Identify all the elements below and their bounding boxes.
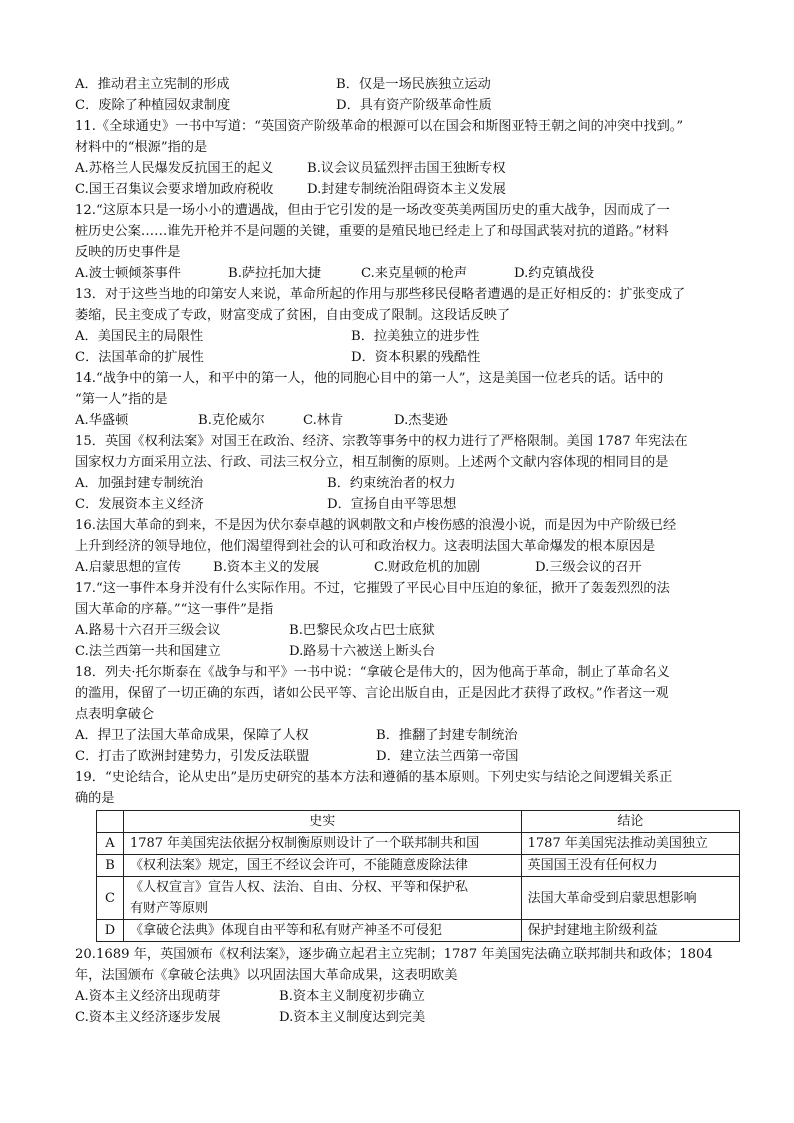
q15-option-c[interactable]: C．发展资本主义经济 <box>75 497 204 512</box>
q17-option-c[interactable]: C.法兰西第一共和国建立 <box>75 644 221 659</box>
q12-stem-line-1: 12.“这原本只是一场小小的遭遇战，但由于它引发的是一场改变英美两国历史的重大战争，因而成了一 <box>75 203 670 218</box>
table-header-row <box>97 811 740 833</box>
q13-options-row-2 <box>75 347 740 368</box>
q12-option-c[interactable]: C.来克星顿的枪声 <box>361 266 468 281</box>
q12-option-d[interactable]: D.约克镇战役 <box>514 266 595 281</box>
q17-stem-line-2: 国大革命的序幕。”“这一事件”是指 <box>75 602 274 617</box>
q18-option-c[interactable]: C．打击了欧洲封建势力，引发反法联盟 <box>75 749 310 764</box>
table-header-conclusion: 结论 <box>521 811 739 833</box>
q18-options-row-1 <box>75 725 740 746</box>
q10-option-a[interactable]: A．推动君主立宪制的形成 <box>75 77 230 92</box>
q17-option-a[interactable]: A.路易十六召开三级会议 <box>75 623 221 638</box>
q13-option-c[interactable]: C．法国革命的扩展性 <box>75 350 204 365</box>
q13-stem-line-1: 13．对于这些当地的印第安人来说，革命所起的作用与那些移民侵略者遭遇的是正好相反的：扩张变成了 <box>75 287 686 302</box>
q14-stem-line-2: “第一人”指的是 <box>75 392 168 407</box>
q13-option-a[interactable]: A．美国民主的局限性 <box>75 329 204 344</box>
q15-option-b[interactable]: B．约束统治者的权力 <box>327 476 456 491</box>
q11-stem-line-2: 材料中的“根源”指的是 <box>75 140 208 155</box>
q16-option-b[interactable]: B.资本主义的发展 <box>213 560 320 575</box>
table-row <box>97 855 740 877</box>
table-cell-fact-line-1: 《人权宣言》宣告人权、法治、自由、分权、平等和保护私 <box>129 880 468 895</box>
table-row-key[interactable]: B <box>97 855 124 877</box>
q10-options-row-1 <box>75 74 740 95</box>
q20-option-c[interactable]: C.资本主义经济逐步发展 <box>75 1010 221 1025</box>
q15-options-row-1 <box>75 473 740 494</box>
q19-stem-line-1: 19．“史论结合，论从史出”是历史研究的基本方法和遵循的基本原则。下列史实与结论之间逻辑关系正 <box>75 770 673 785</box>
table-cell-fact <box>123 877 521 920</box>
q20-options-row-1 <box>75 986 740 1007</box>
q13-option-d[interactable]: D．资本积累的残酷性 <box>351 350 481 365</box>
q12-stem-line-2: 桩历史公案……谁先开枪并不是问题的关键，重要的是殖民地已经走上了和母国武装对抗的道路。”材料 <box>75 224 669 239</box>
q17-option-b[interactable]: B.巴黎民众攻占巴士底狱 <box>289 623 435 638</box>
q12-option-a[interactable]: A.波士顿倾茶事件 <box>75 266 182 281</box>
table-row <box>97 920 740 942</box>
table-header-fact: 史实 <box>123 811 521 833</box>
q18-option-a[interactable]: A．捍卫了法国大革命成果，保障了人权 <box>75 728 309 743</box>
q15-option-a[interactable]: A．加强封建专制统治 <box>75 476 204 491</box>
table-cell-conclusion: 法国大革命受到启蒙思想影响 <box>521 877 739 920</box>
q18-option-b[interactable]: B．推翻了封建专制统治 <box>376 728 518 743</box>
exam-page <box>75 74 740 1028</box>
table-row <box>97 877 740 920</box>
q18-stem-line-1: 18．列夫·托尔斯泰在《战争与和平》一书中说：“拿破仑是伟大的，因为他高于革命，制止了革命名义 <box>75 665 670 680</box>
q20-option-a[interactable]: A.资本主义经济出现萌芽 <box>75 989 221 1004</box>
q18-stem-line-2: 的滥用，保留了一切正确的东西，诸如公民平等、言论出版自由，正是因此才获得了政权。”作者这一观 <box>75 686 669 701</box>
q15-option-d[interactable]: D．宣扬自由平等思想 <box>327 497 457 512</box>
q11-option-a[interactable]: A.苏格兰人民爆发反抗国王的起义 <box>75 161 274 176</box>
q15-options-row-2 <box>75 494 740 515</box>
q20-option-b[interactable]: B.资本主义制度初步确立 <box>279 989 425 1004</box>
table-cell-conclusion: 英国国王没有任何权力 <box>521 855 739 877</box>
q11-option-d[interactable]: D.封建专制统治阻碍资本主义发展 <box>307 182 506 197</box>
q10-option-c[interactable]: C．废除了种植园奴隶制度 <box>75 98 231 113</box>
table-cell-fact-line-2: 有财产等原则 <box>129 901 208 916</box>
q20-stem-line-2: 年，法国颁布《拿破仑法典》以巩固法国大革命成果，这表明欧美 <box>75 968 458 983</box>
table-cell-conclusion: 1787 年美国宪法推动美国独立 <box>521 833 739 855</box>
q12-option-b[interactable]: B.萨拉托加大捷 <box>228 266 322 281</box>
table-row-key[interactable]: D <box>97 920 124 942</box>
table-row-key[interactable]: A <box>97 833 124 855</box>
q14-option-b[interactable]: B.克伦威尔 <box>198 413 265 428</box>
q12-stem-line-3: 反映的历史事件是 <box>75 245 181 260</box>
q16-option-d[interactable]: D.三级会议的召开 <box>535 560 642 575</box>
q18-options-row-2 <box>75 746 740 767</box>
q13-options-row-1 <box>75 326 740 347</box>
table-cell-fact: 《拿破仑法典》体现自由平等和私有财产神圣不可侵犯 <box>123 920 521 942</box>
q10-option-d[interactable]: D．具有资产阶级革命性质 <box>336 98 492 113</box>
q14-stem-line-1: 14.“战争中的第一人，和平中的第一人，他的同胞心目中的第一人”，这是美国一位老兵的话。话中的 <box>75 371 664 386</box>
q19-stem-line-2: 确的是 <box>75 791 115 806</box>
q20-stem-line-1: 20.1689 年，英国颁布《权利法案》，逐步确立起君主立宪制；1787 年美国宪法确立联邦制共和政体；1804 <box>75 947 713 962</box>
q17-option-d[interactable]: D.路易十六被送上断头台 <box>289 644 436 659</box>
q11-options-row-2 <box>75 179 740 200</box>
q16-option-c[interactable]: C.财政危机的加剧 <box>374 560 481 575</box>
table-row <box>97 833 740 855</box>
q10-options-row-2 <box>75 95 740 116</box>
q20-option-d[interactable]: D.资本主义制度达到完美 <box>279 1010 426 1025</box>
q14-option-d[interactable]: D.杰斐逊 <box>394 413 448 428</box>
q16-options-row <box>75 557 740 578</box>
q11-option-c[interactable]: C.国王召集议会要求增加政府税收 <box>75 182 274 197</box>
table-cell-conclusion: 保护封建地主阶级利益 <box>521 920 739 942</box>
q12-options-row <box>75 263 740 284</box>
table-cell-fact: 1787 年美国宪法依据分权制衡原则设计了一个联邦制共和国 <box>123 833 521 855</box>
table-row-key[interactable]: C <box>97 877 124 920</box>
q15-stem-line-1: 15．英国《权利法案》对国王在政治、经济、宗教等事务中的权力进行了严格限制。美国 1787 年宪法在 <box>75 434 688 449</box>
q13-stem-line-2: 萎缩，民主变成了专政，财富变成了贫困，自由变成了限制。这段话反映了 <box>75 308 511 323</box>
table-cell-fact: 《权利法案》规定，国王不经议会许可，不能随意废除法律 <box>123 855 521 877</box>
q17-options-row-2 <box>75 641 740 662</box>
q14-options-row <box>75 410 740 431</box>
q11-options-row-1 <box>75 158 740 179</box>
q17-options-row-1 <box>75 620 740 641</box>
q14-option-a[interactable]: A.华盛顿 <box>75 413 129 428</box>
q16-option-a[interactable]: A.启蒙思想的宣传 <box>75 560 182 575</box>
q13-option-b[interactable]: B．拉美独立的进步性 <box>351 329 480 344</box>
q20-options-row-2 <box>75 1007 740 1028</box>
q14-option-c[interactable]: C.林肯 <box>303 413 344 428</box>
table-header-key <box>97 811 124 833</box>
q11-stem-line-1: 11.《全球通史》一书中写道：“英国资产阶级革命的根源可以在国会和斯图亚特王朝之间的冲突中找到。” <box>75 119 684 134</box>
q18-option-d[interactable]: D．建立法兰西第一帝国 <box>376 749 519 764</box>
q16-stem-line-2: 上升到经济的领导地位，他们渴望得到社会的认可和政治权力。这表明法国大革命爆发的根本原因是 <box>75 539 656 554</box>
q15-stem-line-2: 国家权力方面采用立法、行政、司法三权分立，相互制衡的原则。上述两个文献内容体现的相同目的是 <box>75 455 669 470</box>
q19-table <box>96 810 740 942</box>
q11-option-b[interactable]: B.议会议员猛烈抨击国王独断专权 <box>307 161 506 176</box>
q17-stem-line-1: 17.“这一事件本身并没有什么实际作用。不过，它摧毁了平民心目中压迫的象征，掀开了轰轰烈烈的法 <box>75 581 670 596</box>
q10-option-b[interactable]: B．仅是一场民族独立运动 <box>336 77 491 92</box>
q16-stem-line-1: 16.法国大革命的到来，不是因为伏尔泰卓越的讽刺散文和卢梭伤感的浪漫小说，而是因为中产阶级已经 <box>75 518 677 533</box>
q18-stem-line-3: 点表明拿破仑 <box>75 707 155 722</box>
